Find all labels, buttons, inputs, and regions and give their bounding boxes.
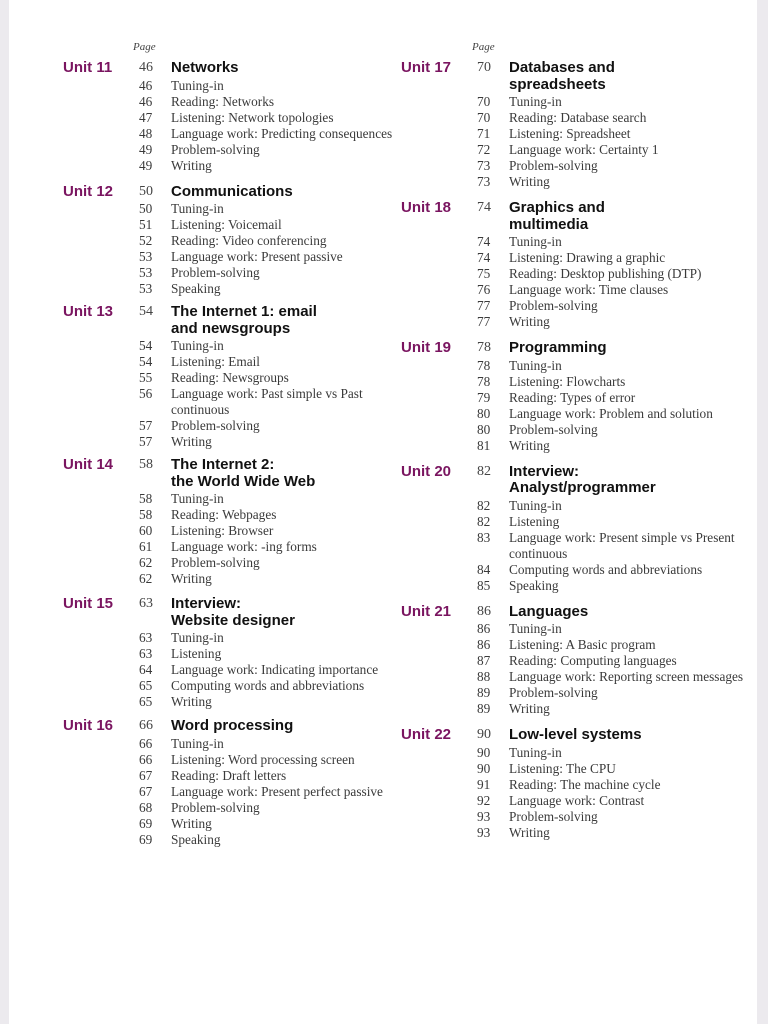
entry-page-number: 79 xyxy=(477,389,491,405)
entry-text: Listening: A Basic program xyxy=(509,637,656,652)
contents-entry xyxy=(477,266,746,282)
entry-text: Reading: Video conferencing xyxy=(171,233,327,248)
entry-text: Writing xyxy=(171,694,212,709)
contents-entry xyxy=(477,282,746,298)
entry-text: Language work: Time clauses xyxy=(509,282,669,297)
entry-page-number: 67 xyxy=(139,767,153,783)
contents-entry xyxy=(477,126,746,142)
contents-entry xyxy=(477,530,746,562)
contents-entry xyxy=(477,761,746,777)
contents-entry xyxy=(139,354,403,370)
unit-section xyxy=(401,60,746,190)
entry-page-number: 90 xyxy=(477,760,491,776)
contents-entry xyxy=(477,809,746,825)
contents-entry xyxy=(477,621,746,637)
entry-page-number: 91 xyxy=(477,776,491,792)
unit-title: The Internet 1: email and newsgroups xyxy=(171,303,317,337)
entry-text: Tuning-in xyxy=(171,77,224,93)
contents-entry xyxy=(139,201,403,217)
entry-page-number: 47 xyxy=(139,109,153,125)
entry-page-number: 88 xyxy=(477,669,491,684)
entry-page-number: 49 xyxy=(139,141,153,157)
entry-text: Speaking xyxy=(171,831,221,847)
unit-label: Unit 22 xyxy=(401,726,452,743)
unit-entries xyxy=(477,497,746,594)
unit-title: Programming xyxy=(509,339,607,356)
entry-page-number: 54 xyxy=(139,354,153,369)
contents-entry xyxy=(477,94,746,110)
entry-text: Listening: Network topologies xyxy=(171,109,334,125)
contents-entry xyxy=(477,685,746,701)
entry-page-number: 89 xyxy=(477,701,491,716)
contents-entry xyxy=(477,669,746,685)
entry-text: Reading: Types of error xyxy=(509,389,636,405)
contents-entry xyxy=(139,78,403,94)
entry-text: Writing xyxy=(171,815,212,831)
entry-page-number: 57 xyxy=(139,434,153,449)
contents-entry xyxy=(477,745,746,761)
unit-entries xyxy=(139,77,403,174)
entry-text: Reading: The machine cycle xyxy=(509,776,661,792)
entry-text: Tuning-in xyxy=(509,621,562,636)
entry-text: Reading: Computing languages xyxy=(509,653,677,668)
entry-text: Reading: Webpages xyxy=(171,507,277,522)
unit-page-number: 78 xyxy=(477,340,491,355)
entry-text: Language work: Past simple vs Past continuous xyxy=(171,386,363,417)
contents-entry xyxy=(477,653,746,669)
entry-page-number: 78 xyxy=(477,357,491,373)
entry-text: Writing xyxy=(509,701,550,716)
entry-text: Language work: Indicating importance xyxy=(171,662,379,677)
entry-page-number: 77 xyxy=(477,314,491,329)
contents-column-left xyxy=(63,40,403,848)
entry-page-number: 77 xyxy=(477,298,491,313)
entry-page-number: 68 xyxy=(139,799,153,815)
entry-text: Problem-solving xyxy=(171,418,260,433)
entry-text: Reading: Draft letters xyxy=(171,767,287,783)
entry-page-number: 46 xyxy=(139,77,153,93)
unit-list xyxy=(63,60,403,848)
entry-page-number: 74 xyxy=(477,234,491,249)
entry-text: Speaking xyxy=(171,281,221,296)
entry-page-number: 58 xyxy=(139,507,153,522)
entry-page-number: 70 xyxy=(477,110,491,125)
entry-text: Writing xyxy=(509,314,550,329)
entry-text: Language work: Present perfect passive xyxy=(171,783,383,799)
unit-entries xyxy=(477,744,746,841)
contents-entry xyxy=(139,523,403,539)
entry-text: Tuning-in xyxy=(171,630,224,645)
entry-page-number: 69 xyxy=(139,815,153,831)
entry-page-number: 84 xyxy=(477,561,491,577)
entry-text: Problem-solving xyxy=(509,158,598,173)
entry-text: Language work: Contrast xyxy=(509,792,645,808)
contents-entry xyxy=(139,678,403,694)
entry-text: Computing words and abbreviations xyxy=(171,678,365,693)
entry-page-number: 82 xyxy=(477,513,491,529)
entry-text: Problem-solving xyxy=(171,265,260,280)
entry-page-number: 63 xyxy=(139,646,153,661)
unit-title: Graphics and multimedia xyxy=(509,199,605,233)
unit-title: Languages xyxy=(509,602,589,620)
unit-page-number: 58 xyxy=(139,457,153,472)
unit-page-number: 74 xyxy=(477,200,491,215)
entry-text: Writing xyxy=(509,437,550,453)
contents-entry xyxy=(477,298,746,314)
entry-page-number: 51 xyxy=(139,217,153,232)
contents-entry xyxy=(477,637,746,653)
unit-title: Word processing xyxy=(171,717,294,734)
page-column-header: Page xyxy=(133,41,156,53)
entry-page-number: 86 xyxy=(477,637,491,652)
entry-text: Problem-solving xyxy=(171,555,260,570)
unit-entries xyxy=(139,337,403,450)
entry-page-number: 53 xyxy=(139,281,153,296)
entry-page-number: 56 xyxy=(139,386,153,401)
contents-entry xyxy=(477,374,746,390)
contents-entry xyxy=(477,390,746,406)
entry-text: Writing xyxy=(171,434,212,449)
contents-entry xyxy=(477,174,746,190)
entry-text: Writing xyxy=(509,174,550,189)
entry-page-number: 54 xyxy=(139,338,153,353)
unit-entries xyxy=(139,629,403,710)
contents-entry xyxy=(477,793,746,809)
entry-page-number: 92 xyxy=(477,792,491,808)
entry-text: Problem-solving xyxy=(509,685,598,700)
page-column-header: Page xyxy=(472,41,495,53)
entry-page-number: 72 xyxy=(477,142,491,157)
contents-entry xyxy=(477,158,746,174)
unit-entries xyxy=(477,620,746,717)
entry-text: Tuning-in xyxy=(171,491,224,506)
unit-section xyxy=(401,727,746,841)
unit-entries xyxy=(139,490,403,587)
contents-entry xyxy=(139,555,403,571)
entry-text: Writing xyxy=(171,157,212,173)
entry-text: Listening: Browser xyxy=(171,523,274,538)
entry-page-number: 46 xyxy=(139,93,153,109)
contents-page xyxy=(9,0,757,1024)
entry-text: Listening: The CPU xyxy=(509,760,616,776)
entry-page-number: 93 xyxy=(477,824,491,840)
unit-page-number: 90 xyxy=(477,727,491,742)
entry-text: Reading: Networks xyxy=(171,93,275,109)
unit-title: Networks xyxy=(171,59,239,76)
contents-entry xyxy=(139,265,403,281)
entry-text: Tuning-in xyxy=(509,94,562,109)
contents-entry xyxy=(139,142,403,158)
entry-page-number: 50 xyxy=(139,201,153,216)
entry-page-number: 66 xyxy=(139,735,153,751)
entry-page-number: 81 xyxy=(477,437,491,453)
entry-text: Tuning-in xyxy=(509,234,562,249)
entry-page-number: 53 xyxy=(139,249,153,264)
unit-label: Unit 14 xyxy=(63,456,114,473)
entry-page-number: 80 xyxy=(477,421,491,437)
entry-text: Language work: Reporting screen messages xyxy=(509,669,744,684)
contents-entry xyxy=(477,142,746,158)
entry-text: Language work: Present passive xyxy=(171,249,343,264)
entry-page-number: 90 xyxy=(477,744,491,760)
unit-section xyxy=(63,304,403,450)
unit-title: The Internet 2: the World Wide Web xyxy=(171,456,316,490)
entry-page-number: 75 xyxy=(477,266,491,281)
unit-title: Databases and spreadsheets xyxy=(509,59,615,93)
entry-text: Listening: Flowcharts xyxy=(509,373,626,389)
contents-entry xyxy=(477,406,746,422)
entry-text: Tuning-in xyxy=(509,497,562,513)
contents-entry xyxy=(139,571,403,587)
unit-page-number: 66 xyxy=(139,718,153,733)
contents-entry xyxy=(139,418,403,434)
entry-page-number: 62 xyxy=(139,555,153,570)
entry-text: Listening: Spreadsheet xyxy=(509,126,631,141)
contents-column-right xyxy=(401,40,746,841)
contents-entry xyxy=(477,110,746,126)
contents-entry xyxy=(139,816,403,832)
unit-entries xyxy=(477,357,746,454)
contents-entry xyxy=(139,217,403,233)
contents-entry xyxy=(477,562,746,578)
entry-text: Reading: Desktop publishing (DTP) xyxy=(509,266,702,281)
entry-text: Listening xyxy=(509,513,560,529)
entry-page-number: 76 xyxy=(477,282,491,297)
contents-entry xyxy=(477,438,746,454)
contents-entry xyxy=(139,434,403,450)
entry-text: Tuning-in xyxy=(171,735,224,751)
contents-entry xyxy=(139,646,403,662)
contents-entry xyxy=(139,126,403,142)
unit-entries xyxy=(477,93,746,190)
contents-entry xyxy=(477,234,746,250)
contents-entry xyxy=(139,694,403,710)
unit-title: Interview: Analyst/programmer xyxy=(509,462,656,496)
entry-page-number: 71 xyxy=(477,126,491,141)
entry-page-number: 69 xyxy=(139,831,153,847)
entry-text: Listening: Word processing screen xyxy=(171,751,355,767)
entry-page-number: 70 xyxy=(477,94,491,109)
entry-page-number: 67 xyxy=(139,783,153,799)
contents-entry xyxy=(139,800,403,816)
contents-entry xyxy=(139,94,403,110)
entry-page-number: 64 xyxy=(139,662,153,677)
unit-section xyxy=(63,718,403,848)
unit-page-number: 70 xyxy=(477,60,491,75)
entry-page-number: 83 xyxy=(477,529,491,545)
entry-page-number: 60 xyxy=(139,523,153,538)
unit-label: Unit 15 xyxy=(63,595,114,612)
contents-entry xyxy=(139,110,403,126)
entry-page-number: 78 xyxy=(477,373,491,389)
unit-label: Unit 18 xyxy=(401,199,452,216)
contents-entry xyxy=(477,422,746,438)
unit-page-number: 63 xyxy=(139,596,153,611)
entry-text: Computing words and abbreviations xyxy=(509,561,703,577)
entry-page-number: 86 xyxy=(477,621,491,636)
entry-text: Listening: Drawing a graphic xyxy=(509,250,666,265)
entry-page-number: 62 xyxy=(139,571,153,586)
unit-label: Unit 19 xyxy=(401,339,452,356)
unit-page-number: 54 xyxy=(139,304,153,319)
contents-entry xyxy=(139,233,403,249)
entry-text: Listening: Email xyxy=(171,354,261,369)
entry-page-number: 80 xyxy=(477,405,491,421)
contents-entry xyxy=(139,539,403,555)
unit-section xyxy=(401,200,746,330)
unit-list xyxy=(401,60,746,841)
entry-page-number: 73 xyxy=(477,174,491,189)
unit-title: Low-level systems xyxy=(509,726,642,743)
entry-page-number: 73 xyxy=(477,158,491,173)
entry-page-number: 65 xyxy=(139,678,153,693)
entry-page-number: 52 xyxy=(139,233,153,248)
contents-entry xyxy=(477,250,746,266)
contents-entry xyxy=(477,578,746,594)
unit-title: Communications xyxy=(171,182,293,200)
unit-label: Unit 17 xyxy=(401,59,452,76)
contents-entry xyxy=(139,281,403,297)
contents-entry xyxy=(139,507,403,523)
unit-section xyxy=(401,604,746,718)
contents-entry xyxy=(139,249,403,265)
entry-page-number: 49 xyxy=(139,157,153,173)
entry-page-number: 61 xyxy=(139,539,153,554)
entry-text: Problem-solving xyxy=(171,141,260,157)
contents-entry xyxy=(139,662,403,678)
unit-title: Interview: Website designer xyxy=(171,595,295,629)
unit-label: Unit 12 xyxy=(63,182,114,200)
contents-entry xyxy=(139,338,403,354)
entry-text: Language work: Problem and solution xyxy=(509,405,713,421)
entry-text: Problem-solving xyxy=(509,298,598,313)
entry-text: Tuning-in xyxy=(509,744,562,760)
entry-text: Tuning-in xyxy=(171,201,224,216)
entry-text: Language work: -ing forms xyxy=(171,539,317,554)
contents-entry xyxy=(477,777,746,793)
contents-entry xyxy=(139,630,403,646)
unit-entries xyxy=(139,735,403,848)
unit-label: Unit 13 xyxy=(63,303,114,320)
contents-entry xyxy=(139,370,403,386)
entry-page-number: 74 xyxy=(477,250,491,265)
contents-entry xyxy=(139,736,403,752)
entry-page-number: 53 xyxy=(139,265,153,280)
entry-page-number: 48 xyxy=(139,125,153,141)
unit-section xyxy=(63,596,403,710)
entry-text: Listening xyxy=(171,646,222,661)
unit-section xyxy=(401,464,746,594)
entry-text: Tuning-in xyxy=(171,338,224,353)
contents-entry xyxy=(477,701,746,717)
contents-entry xyxy=(139,768,403,784)
unit-label: Unit 21 xyxy=(401,602,452,620)
entry-text: Language work: Present simple vs Present continuous xyxy=(509,529,735,561)
unit-page-number: 46 xyxy=(139,60,153,75)
entry-page-number: 85 xyxy=(477,577,491,593)
unit-entries xyxy=(139,200,403,297)
entry-page-number: 89 xyxy=(477,685,491,700)
entry-text: Reading: Newsgroups xyxy=(171,370,289,385)
contents-entry xyxy=(477,314,746,330)
entry-text: Speaking xyxy=(509,577,559,593)
unit-page-number: 86 xyxy=(477,603,491,619)
unit-page-number: 50 xyxy=(139,183,153,199)
entry-page-number: 65 xyxy=(139,694,153,709)
entry-page-number: 55 xyxy=(139,370,153,385)
entry-page-number: 93 xyxy=(477,808,491,824)
unit-section xyxy=(63,457,403,587)
entry-text: Problem-solving xyxy=(171,799,260,815)
contents-entry xyxy=(139,752,403,768)
entry-text: Writing xyxy=(509,824,550,840)
unit-label: Unit 11 xyxy=(63,59,113,76)
entry-text: Listening: Voicemail xyxy=(171,217,282,232)
entry-text: Problem-solving xyxy=(509,421,598,437)
contents-entry xyxy=(477,358,746,374)
entry-page-number: 57 xyxy=(139,418,153,433)
entry-page-number: 87 xyxy=(477,653,491,668)
entry-text: Language work: Certainty 1 xyxy=(509,142,659,157)
contents-entry xyxy=(477,498,746,514)
contents-entry xyxy=(139,158,403,174)
contents-entry xyxy=(477,514,746,530)
contents-entry xyxy=(139,832,403,848)
contents-entry xyxy=(477,825,746,841)
unit-label: Unit 16 xyxy=(63,717,114,734)
entry-text: Reading: Database search xyxy=(509,110,647,125)
entry-text: Language work: Predicting consequences xyxy=(171,125,393,141)
contents-entry xyxy=(139,386,403,418)
unit-label: Unit 20 xyxy=(401,462,452,480)
entry-text: Problem-solving xyxy=(509,808,598,824)
unit-section xyxy=(63,60,403,174)
contents-entry xyxy=(139,491,403,507)
entry-page-number: 63 xyxy=(139,630,153,645)
entry-text: Writing xyxy=(171,571,212,586)
entry-page-number: 66 xyxy=(139,751,153,767)
unit-entries xyxy=(477,233,746,330)
entry-page-number: 82 xyxy=(477,497,491,513)
entry-page-number: 58 xyxy=(139,491,153,506)
unit-section xyxy=(401,340,746,454)
unit-page-number: 82 xyxy=(477,463,491,479)
unit-section xyxy=(63,184,403,298)
entry-text: Tuning-in xyxy=(509,357,562,373)
contents-entry xyxy=(139,784,403,800)
